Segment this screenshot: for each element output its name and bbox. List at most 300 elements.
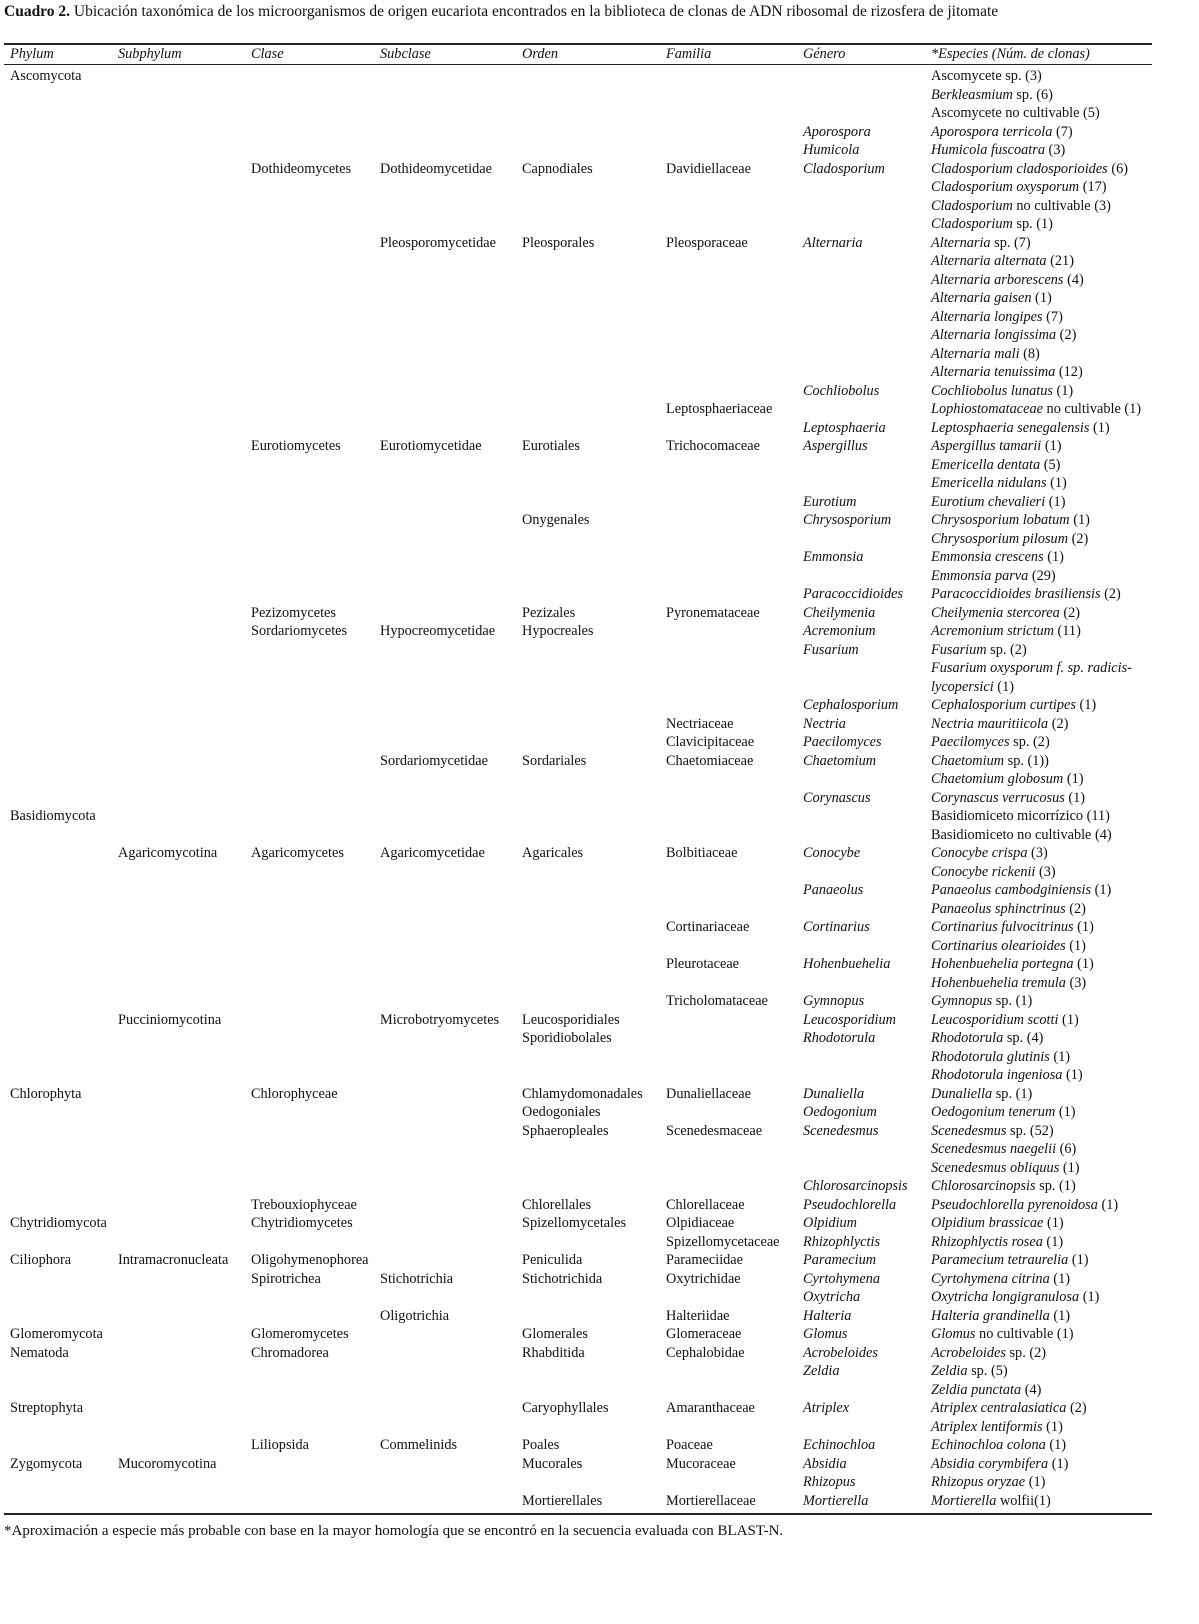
- cell-especie: [931, 807, 1153, 826]
- header-genero: Género: [803, 46, 846, 62]
- table-row: [0, 1325, 1199, 1344]
- cell-especie: [931, 326, 1153, 345]
- cell-especie: [931, 104, 1153, 123]
- species-count: sp. (2): [986, 641, 1027, 658]
- species-count: (3): [1044, 142, 1066, 158]
- species-name: Nectria mauritiicola: [931, 715, 1049, 732]
- table-row: [0, 1140, 1199, 1159]
- species-name: Panaeolus cambodginiensis: [931, 882, 1092, 898]
- cell-especie: [931, 1325, 1153, 1344]
- cell-subclase: Microbotryomycetes: [380, 1011, 500, 1028]
- table-header: [0, 45, 1199, 63]
- cell-phylum: Chytridiomycota: [10, 1215, 107, 1231]
- species-name: Alternaria alternata: [931, 253, 1047, 269]
- species-count: (2): [1059, 604, 1081, 621]
- table-row: [0, 1270, 1199, 1289]
- species-name: Hohenbuehelia tremula: [931, 974, 1066, 991]
- table-row: [0, 715, 1199, 734]
- species-count: (1): [1042, 1233, 1064, 1250]
- cell-especie: [931, 308, 1153, 327]
- table-row: [0, 733, 1199, 752]
- cell-orden: Rhabditida: [522, 1344, 585, 1361]
- cell-especie: [931, 493, 1153, 512]
- cell-familia: Dunaliellaceae: [666, 1085, 751, 1102]
- cell-especie: [931, 363, 1153, 382]
- cell-genero: Glomus: [803, 1326, 848, 1342]
- table-row: [0, 567, 1199, 586]
- cell-phylum: Chlorophyta: [10, 1085, 82, 1102]
- cell-phylum: Ascomycota: [10, 68, 82, 84]
- species-count: sp. (1)): [1004, 752, 1049, 769]
- table-row: [0, 1307, 1199, 1326]
- cell-genero: Leptosphaeria: [803, 419, 886, 436]
- table-row: [0, 789, 1199, 808]
- table-row: [0, 937, 1199, 956]
- table-caption: [4, 3, 998, 21]
- cell-familia: Pleosporaceae: [666, 234, 748, 251]
- cell-especie: [931, 733, 1153, 752]
- table-row: [0, 141, 1199, 160]
- species-count: (1): [1097, 1196, 1119, 1213]
- species-count: sp. (1): [992, 993, 1033, 1009]
- species-name: Cortinarius olearioides: [931, 937, 1066, 954]
- species-count: sp. (52): [1006, 1122, 1054, 1139]
- table-row: [0, 363, 1199, 382]
- species-count: (2): [1056, 327, 1077, 343]
- species-count: (1): [1062, 1067, 1083, 1083]
- cell-genero: Oedogonium: [803, 1104, 877, 1120]
- cell-especie: [931, 641, 1153, 660]
- species-name: Alternaria longipes: [931, 308, 1043, 325]
- cell-genero: Gymnopus: [803, 993, 865, 1009]
- species-name: Chaetomium globosum: [931, 771, 1064, 787]
- species-count: sp. (2): [1009, 734, 1050, 750]
- species-count: (21): [1046, 253, 1074, 269]
- table-row: [0, 1233, 1199, 1252]
- species-count: (1): [1049, 1048, 1071, 1065]
- cell-familia: Cortinariaceae: [666, 919, 750, 935]
- species-name: Alternaria tenuissima: [931, 364, 1056, 380]
- species-name: Cladosporium oxysporum: [931, 179, 1080, 195]
- cell-genero: Zeldia: [803, 1363, 840, 1379]
- cell-especie: [931, 1270, 1153, 1289]
- table-row: [0, 1418, 1199, 1437]
- species-count: wolfii(1): [996, 1492, 1051, 1509]
- cell-genero: Conocybe: [803, 845, 861, 861]
- species-name: Rhizopus oryzae: [931, 1474, 1026, 1490]
- table-row: [0, 271, 1199, 290]
- table-row: [0, 382, 1199, 401]
- species-name: Emericella dentata: [931, 456, 1041, 473]
- cell-familia: Cephalobidae: [666, 1344, 745, 1361]
- cell-especie: [931, 252, 1153, 271]
- species-count: (11): [1053, 623, 1081, 639]
- species-count: (6): [1056, 1141, 1077, 1157]
- cell-especie: [931, 511, 1153, 530]
- header-subphylum: Subphylum: [118, 46, 182, 62]
- cell-genero: Acrobeloides: [803, 1344, 878, 1361]
- cell-orden: Eurotiales: [522, 438, 580, 454]
- cell-genero: Cephalosporium: [803, 697, 899, 713]
- cell-especie: [931, 345, 1153, 364]
- caption-label: Cuadro 2.: [4, 3, 71, 20]
- species-name: Cephalosporium curtipes: [931, 697, 1076, 713]
- cell-especie: [931, 1214, 1153, 1233]
- species-count: (1): [1065, 937, 1086, 954]
- table-row: [0, 1011, 1199, 1030]
- cell-familia: Mortierellaceae: [666, 1492, 756, 1509]
- cell-genero: Aporospora: [803, 123, 871, 140]
- table-row: [0, 215, 1199, 234]
- table-row: [0, 1085, 1199, 1104]
- species-name: Lophiostomataceae: [931, 401, 1043, 417]
- species-count: (1): [1043, 1215, 1064, 1231]
- species-name: Cyrtohymena citrina: [931, 1270, 1050, 1287]
- species-count: (1): [1049, 1307, 1070, 1324]
- cell-familia: Leptosphaeriaceae: [666, 401, 773, 417]
- species-count: (2): [1065, 900, 1086, 917]
- cell-genero: Dunaliella: [803, 1085, 865, 1102]
- cell-genero: Cyrtohymena: [803, 1270, 881, 1287]
- cell-orden: Spizellomycetales: [522, 1215, 627, 1231]
- cell-subclase: Eurotiomycetidae: [380, 438, 482, 454]
- cell-familia: Mucoraceae: [666, 1455, 736, 1472]
- table-row: [0, 752, 1199, 771]
- header-phylum: Phylum: [10, 46, 54, 62]
- table-row: [0, 1066, 1199, 1085]
- cell-orden: Pleosporales: [522, 234, 595, 251]
- species-count: (1): [1091, 882, 1112, 898]
- cell-familia: Olpidiaceae: [666, 1215, 735, 1231]
- table-row: [0, 622, 1199, 641]
- table-row: [0, 160, 1199, 179]
- species-name: Chaetomium: [931, 752, 1005, 769]
- species-count: (1): [1073, 956, 1094, 972]
- cell-especie: [931, 1066, 1153, 1085]
- cell-clase: Eurotiomycetes: [251, 438, 341, 454]
- table-row: [0, 86, 1199, 105]
- table-row: [0, 178, 1199, 197]
- cell-clase: Sordariomycetes: [251, 623, 348, 639]
- cell-orden: Leucosporidiales: [522, 1011, 620, 1028]
- cell-subclase: Stichotrichia: [380, 1270, 454, 1287]
- table-row: [0, 1473, 1199, 1492]
- cell-especie: [931, 1029, 1153, 1048]
- cell-subclase: Dothideomycetidae: [380, 160, 492, 177]
- table-row: [0, 844, 1199, 863]
- cell-especie: [931, 585, 1153, 604]
- cell-familia: Bolbitiaceae: [666, 845, 738, 861]
- cell-genero: Cortinarius: [803, 919, 870, 935]
- species-name: Leptosphaeria senegalensis: [931, 419, 1090, 436]
- cell-familia: Chaetomiaceae: [666, 752, 754, 769]
- cell-genero: Cochliobolus: [803, 382, 880, 399]
- cell-phylum: Zygomycota: [10, 1455, 83, 1472]
- species-count: sp. (6): [1012, 86, 1053, 103]
- species-name: Conocybe crispa: [931, 845, 1028, 861]
- cell-genero: Oxytricha: [803, 1289, 861, 1305]
- table-row: [0, 419, 1199, 438]
- cell-especie: [931, 696, 1153, 715]
- cell-genero: Rhizophlyctis: [803, 1233, 881, 1250]
- cell-orden: Mortierellales: [522, 1492, 603, 1509]
- cell-especie: [931, 826, 1153, 845]
- cell-subclase: Sordariomycetidae: [380, 752, 488, 769]
- cell-familia: Oxytrichidae: [666, 1270, 741, 1287]
- table-row: [0, 1381, 1199, 1400]
- table-row: [0, 252, 1199, 271]
- species-name: Cochliobolus lunatus: [931, 382, 1053, 399]
- cell-familia: Tricholomataceae: [666, 993, 768, 1009]
- cell-especie: [931, 789, 1153, 808]
- cell-familia: Amaranthaceae: [666, 1400, 755, 1416]
- cell-especie: [931, 474, 1153, 493]
- cell-especie: [931, 271, 1153, 290]
- species-name: Chrysosporium pilosum: [931, 530, 1069, 547]
- cell-especie: [931, 715, 1153, 734]
- table-row: [0, 770, 1199, 789]
- cell-clase: Agaricomycetes: [251, 845, 344, 861]
- species-name: Atriplex centralasiatica: [931, 1400, 1067, 1416]
- cell-familia: Chlorellaceae: [666, 1196, 745, 1213]
- cell-clase: Spirotrichea: [251, 1270, 321, 1287]
- cell-genero: Leucosporidium: [803, 1011, 896, 1028]
- cell-especie: [931, 1307, 1153, 1326]
- cell-familia: Nectriaceae: [666, 715, 734, 732]
- species-count: (4): [1021, 1381, 1042, 1398]
- species-name: Rhizophlyctis rosea: [931, 1233, 1043, 1250]
- species-name: Dunaliella: [931, 1085, 993, 1102]
- cell-subclase: Commelinids: [380, 1437, 458, 1453]
- cell-especie: [931, 1233, 1153, 1252]
- cell-orden: Glomerales: [522, 1326, 588, 1342]
- species-name: Alternaria arborescens: [931, 271, 1064, 288]
- cell-genero: Olpidium: [803, 1215, 858, 1231]
- species-name: Paracoccidioides brasiliensis: [931, 586, 1101, 602]
- species-count: sp. (1): [992, 1085, 1033, 1102]
- species-count: sp. (7): [990, 234, 1031, 251]
- cell-genero: Rhodotorula: [803, 1030, 876, 1046]
- species-count: (1): [1025, 1474, 1046, 1490]
- table-row: [0, 826, 1199, 845]
- cell-subphylum: Agaricomycotina: [118, 845, 218, 861]
- table-row: [0, 992, 1199, 1011]
- cell-orden: Caryophyllales: [522, 1400, 609, 1416]
- species-name: Paecilomyces: [931, 734, 1010, 750]
- cell-especie: [931, 974, 1153, 993]
- species-count: (1): [1052, 382, 1074, 399]
- caption-text: Ubicación taxonómica de los microorganismos de origen eucariota encontrados en la biblioteca de clonas de ADN ribosomal de rizosfera de jitomate: [70, 3, 999, 20]
- table-row: [0, 123, 1199, 142]
- species-name: Fusarium: [931, 641, 987, 658]
- table-row: [0, 1362, 1199, 1381]
- cell-orden: Sporidiobolales: [522, 1030, 612, 1046]
- species-count: Ascomycete no cultivable (5): [931, 105, 1100, 121]
- species-name: Alternaria: [931, 234, 991, 251]
- table-row: [0, 1122, 1199, 1141]
- species-count: (1): [993, 678, 1014, 695]
- species-count: sp. (1): [1035, 1178, 1076, 1194]
- cell-especie: [931, 86, 1153, 105]
- table-row: [0, 1251, 1199, 1270]
- cell-especie: [931, 1492, 1153, 1511]
- cell-genero: Eurotium: [803, 493, 857, 510]
- cell-especie: [931, 770, 1153, 789]
- table-row: [0, 918, 1199, 937]
- cell-orden: Mucorales: [522, 1455, 583, 1472]
- species-name: Atriplex lentiformis: [931, 1418, 1043, 1435]
- species-count: (1): [1075, 697, 1097, 713]
- cell-familia: Spizellomycetaceae: [666, 1233, 780, 1250]
- header-orden: Orden: [522, 46, 559, 62]
- cell-subclase: Pleosporomycetidae: [380, 234, 496, 251]
- cell-especie: [931, 548, 1153, 567]
- cell-genero: Acremonium: [803, 623, 876, 639]
- cell-clase: Chytridiomycetes: [251, 1215, 353, 1231]
- species-count: Ascomycete sp. (3): [931, 68, 1042, 84]
- cell-genero: Corynascus: [803, 789, 871, 806]
- cell-orden: Oedogoniales: [522, 1104, 601, 1120]
- cell-phylum: Streptophyta: [10, 1400, 84, 1416]
- species-name: Chrysosporium lobatum: [931, 512, 1070, 528]
- species-name: Alternaria mali: [931, 345, 1020, 362]
- cell-especie: [931, 67, 1153, 86]
- cell-especie: [931, 1085, 1153, 1104]
- table-row: [0, 1436, 1199, 1455]
- species-name: Echinochloa colona: [931, 1437, 1046, 1453]
- cell-especie: [931, 863, 1153, 882]
- cell-especie: [931, 456, 1153, 475]
- cell-phylum: Ciliophora: [10, 1252, 72, 1268]
- cell-especie: [931, 400, 1153, 419]
- cell-genero: Pseudochlorella: [803, 1196, 897, 1213]
- cell-genero: Paecilomyces: [803, 734, 882, 750]
- species-count: (8): [1019, 345, 1040, 362]
- cell-especie: [931, 419, 1153, 438]
- cell-familia: Pleurotaceae: [666, 956, 740, 972]
- cell-genero: Scenedesmus: [803, 1122, 879, 1139]
- species-name: Chlorosarcinopsis: [931, 1178, 1036, 1194]
- cell-especie: [931, 160, 1153, 179]
- species-name: Scenedesmus obliquus: [931, 1159, 1060, 1176]
- cell-especie: [931, 881, 1153, 900]
- cell-genero: Cheilymenia: [803, 604, 876, 621]
- table-row: [0, 456, 1199, 475]
- species-name: Alternaria gaisen: [931, 290, 1032, 306]
- cell-genero: Alternaria: [803, 234, 863, 251]
- species-name: Cladosporium cladosporioides: [931, 160, 1108, 177]
- cell-genero: Absidia: [803, 1455, 847, 1472]
- species-name: Berkleasmium: [931, 86, 1013, 103]
- table-row: [0, 511, 1199, 530]
- species-count: (1): [1069, 512, 1090, 528]
- species-name: Humicola fuscoatra: [931, 142, 1045, 158]
- cell-genero: Humicola: [803, 142, 860, 158]
- species-name: Emericella nidulans: [931, 475, 1047, 491]
- cell-genero: Fusarium: [803, 641, 859, 658]
- cell-especie: [931, 567, 1153, 586]
- species-count: sp. (5): [967, 1363, 1008, 1379]
- cell-genero: Halteria: [803, 1307, 852, 1324]
- header-especies: *Especies (Núm. de clonas): [931, 46, 1090, 62]
- species-name: Glomus: [931, 1326, 976, 1342]
- species-count: (1): [1049, 1270, 1070, 1287]
- cell-especie: [931, 1048, 1153, 1067]
- table-row: [0, 1455, 1199, 1474]
- cell-especie: [931, 1288, 1153, 1307]
- cell-genero: Paramecium: [803, 1252, 877, 1268]
- species-count: sp. (4): [1003, 1030, 1044, 1046]
- species-name: Cladosporium: [931, 216, 1013, 232]
- cell-especie: [931, 604, 1153, 623]
- cell-especie: [931, 1103, 1153, 1122]
- cell-genero: Panaeolus: [803, 882, 864, 898]
- species-name: Pseudochlorella pyrenoidosa: [931, 1196, 1098, 1213]
- table-row: [0, 1103, 1199, 1122]
- table-rows: [0, 67, 1199, 1510]
- cell-genero: Cladosporium: [803, 160, 885, 177]
- species-count: (1): [1055, 1104, 1076, 1120]
- table-row: [0, 197, 1199, 216]
- species-name: Rhodotorula: [931, 1030, 1004, 1046]
- species-count: (2): [1048, 715, 1069, 732]
- species-count: (1): [1068, 1252, 1089, 1268]
- cell-genero: Chaetomium: [803, 752, 877, 769]
- table-body: [0, 67, 1199, 1540]
- species-name: Paramecium tetraurelia: [931, 1252, 1069, 1268]
- species-count: (1): [1031, 290, 1052, 306]
- species-name: Corynascus verrucosus: [931, 789, 1065, 806]
- table-row: [0, 974, 1199, 993]
- table-row: [0, 474, 1199, 493]
- table-row: [0, 1048, 1199, 1067]
- species-count: (3): [1027, 845, 1048, 861]
- table-row: [0, 400, 1199, 419]
- table-row: [0, 955, 1199, 974]
- table-row: [0, 641, 1199, 660]
- cell-especie: [931, 1122, 1153, 1141]
- species-count: (1): [1041, 438, 1062, 454]
- cell-especie: [931, 382, 1153, 401]
- species-count: (3): [1035, 863, 1056, 880]
- cell-clase: Chromadorea: [251, 1344, 329, 1361]
- cell-familia: Clavicipitaceae: [666, 734, 755, 750]
- cell-especie: [931, 1381, 1153, 1400]
- table-row: [0, 289, 1199, 308]
- species-count: (2): [1066, 1400, 1087, 1416]
- table-row: [0, 1196, 1199, 1215]
- cell-familia: Scenedesmaceae: [666, 1122, 763, 1139]
- cell-especie: [931, 1177, 1153, 1196]
- table-row: [0, 234, 1199, 253]
- species-name: Emmonsia crescens: [931, 549, 1044, 565]
- species-count: (1): [1079, 1289, 1100, 1305]
- table-row: [0, 807, 1199, 826]
- species-count: (1): [1089, 419, 1110, 436]
- table-row: [0, 1344, 1199, 1363]
- cell-especie: [931, 752, 1153, 771]
- species-name: Zeldia punctata: [931, 1381, 1022, 1398]
- cell-especie: [931, 1418, 1153, 1437]
- table-row: [0, 585, 1199, 604]
- cell-especie: [931, 1196, 1153, 1215]
- header-familia: Familia: [666, 46, 712, 62]
- species-name: Emmonsia parva: [931, 567, 1029, 584]
- cell-genero: Echinochloa: [803, 1437, 876, 1453]
- cell-especie: [931, 1455, 1153, 1474]
- cell-orden: Capnodiales: [522, 160, 593, 177]
- cell-genero: Atriplex: [803, 1400, 850, 1416]
